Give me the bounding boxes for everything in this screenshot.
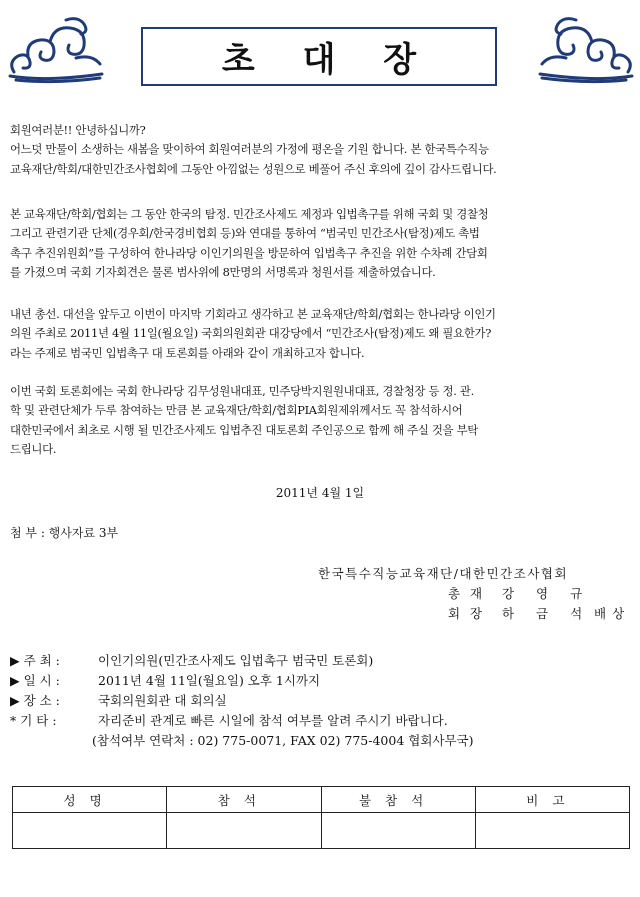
table-row	[13, 813, 630, 849]
closing-word: 배상	[594, 606, 631, 621]
paragraph1-line: 교육재단/학회/대한민간조사협회에 그동안 아낌없는 성원으로 베풀어 주신 후의에 깊이 감사드립니다.	[10, 161, 497, 176]
column-header-absent: 불참석	[321, 787, 475, 813]
cloud-ornament-left-icon	[6, 12, 106, 84]
attendance-table	[12, 786, 630, 849]
detail-value: 이인기의원(민간조사제도 입법촉구 범국민 토론회)	[98, 653, 374, 668]
attend-cell[interactable]	[167, 813, 321, 849]
paragraph3-line: 라는 주제로 범국민 입법촉구 대 토론회를 아래와 같이 개최하고자 합니다.	[10, 345, 365, 360]
name-cell[interactable]	[13, 813, 167, 849]
contact-line: (참석여부 연락처 : 02) 775-0071, FAX 02) 775-4004 협회사무국)	[92, 733, 474, 748]
letter-paragraph-2	[10, 205, 634, 282]
paragraph4-line: 학 및 관련단체가 두루 참여하는 만큼 본 교육재단/학회/협회PIA회원제위께서도 꼭 참석하시어	[10, 403, 463, 418]
president-role: 회 장	[448, 606, 486, 621]
detail-row-datetime	[10, 671, 474, 691]
letter-paragraph-4	[10, 382, 634, 459]
attachment-line: 첨 부 : 행사자료 3부	[10, 526, 119, 540]
letter-date: 2011년 4월 1일	[275, 486, 365, 500]
detail-value: 국회의원회관 대 회의실	[98, 693, 227, 708]
paragraph4-line: 이번 국회 토론회에는 국회 한나라당 김무성원내대표, 민주당박지원원내대표, 경찰청장 등 정. 관.	[10, 384, 474, 398]
paragraph2-line: 그리고 관련기관 단체(경우회/한국경비협회 등)와 연대를 통하여 “범국민 민간조사(탐정)제도 촉법	[10, 226, 480, 241]
paragraph1-line: 어느덧 만물이 소생하는 새봄을 맞이하여 회원여러분의 가정에 평온을 기원 합니다. 본 한국특수직능	[10, 142, 489, 157]
column-header-attend: 참석	[167, 787, 321, 813]
sender-organization: 한국특수직능교육재단/대한민간조사협회	[318, 566, 569, 581]
column-header-name: 성명	[13, 787, 167, 813]
letter-body	[10, 121, 634, 179]
letter-paragraph-3	[10, 305, 634, 363]
table-header-row	[13, 787, 630, 813]
event-details	[10, 651, 474, 751]
cloud-ornament-right-icon	[536, 12, 636, 84]
director-role: 총 재	[448, 586, 486, 601]
detail-row-venue	[10, 691, 474, 711]
director-name: 강 영 규	[502, 586, 592, 601]
column-header-note: 비고	[475, 787, 629, 813]
paragraph4-line: 드립니다.	[10, 441, 57, 456]
page-title: 초 대 장	[221, 40, 435, 80]
paragraph4-line: 대한민국에서 최초로 시행 될 민간조사제도 입법추진 대토론회 주인공으로 함께 해 주실 것을 부탁	[10, 422, 478, 437]
greeting-line: 회원여러분!! 안녕하십니까?	[10, 123, 146, 137]
detail-label: ▶ 일 시 :	[10, 673, 60, 688]
paragraph3-line: 의원 주최로 2011년 4월 11일(월요일) 국회의원회관 대강당에서 “민간조사(탐정)제도 왜 필요한가?	[10, 326, 492, 341]
detail-label: ▶ 장 소 :	[10, 693, 60, 708]
detail-row-host	[10, 651, 474, 671]
note-cell[interactable]	[475, 813, 629, 849]
president-name: 하 금 석	[502, 606, 592, 621]
detail-row-other	[10, 711, 474, 731]
paragraph2-line: 본 교육재단/학회/협회는 그 동안 한국의 탐정. 민간조사제도 제정과 입법촉구를 위해 국회 및 경찰청	[10, 207, 489, 221]
detail-value: 2011년 4월 11일(월요일) 오후 1시까지	[98, 673, 321, 688]
title-box	[141, 27, 497, 86]
paragraph2-line: 촉구 추진위원회”를 구성하여 한나라당 이인기의원을 방문하여 입법촉구 추진을 위한 수차례 간담회	[10, 245, 488, 260]
absent-cell[interactable]	[321, 813, 475, 849]
detail-label: * 기 타 :	[10, 713, 57, 728]
paragraph3-line: 내년 총선. 대선을 앞두고 이번이 마지막 기회라고 생각하고 본 교육재단/학회/협회는 한나라당 이인기	[10, 307, 496, 321]
detail-value: 자리준비 관계로 빠른 시일에 참석 여부를 알려 주시기 바랍니다.	[98, 713, 448, 728]
detail-label: ▶ 주 최 :	[10, 653, 60, 668]
paragraph2-line: 를 가졌으며 국회 기자회견은 물론 범사위에 8만명의 서명록과 청원서를 제출하였습니다.	[10, 264, 436, 279]
